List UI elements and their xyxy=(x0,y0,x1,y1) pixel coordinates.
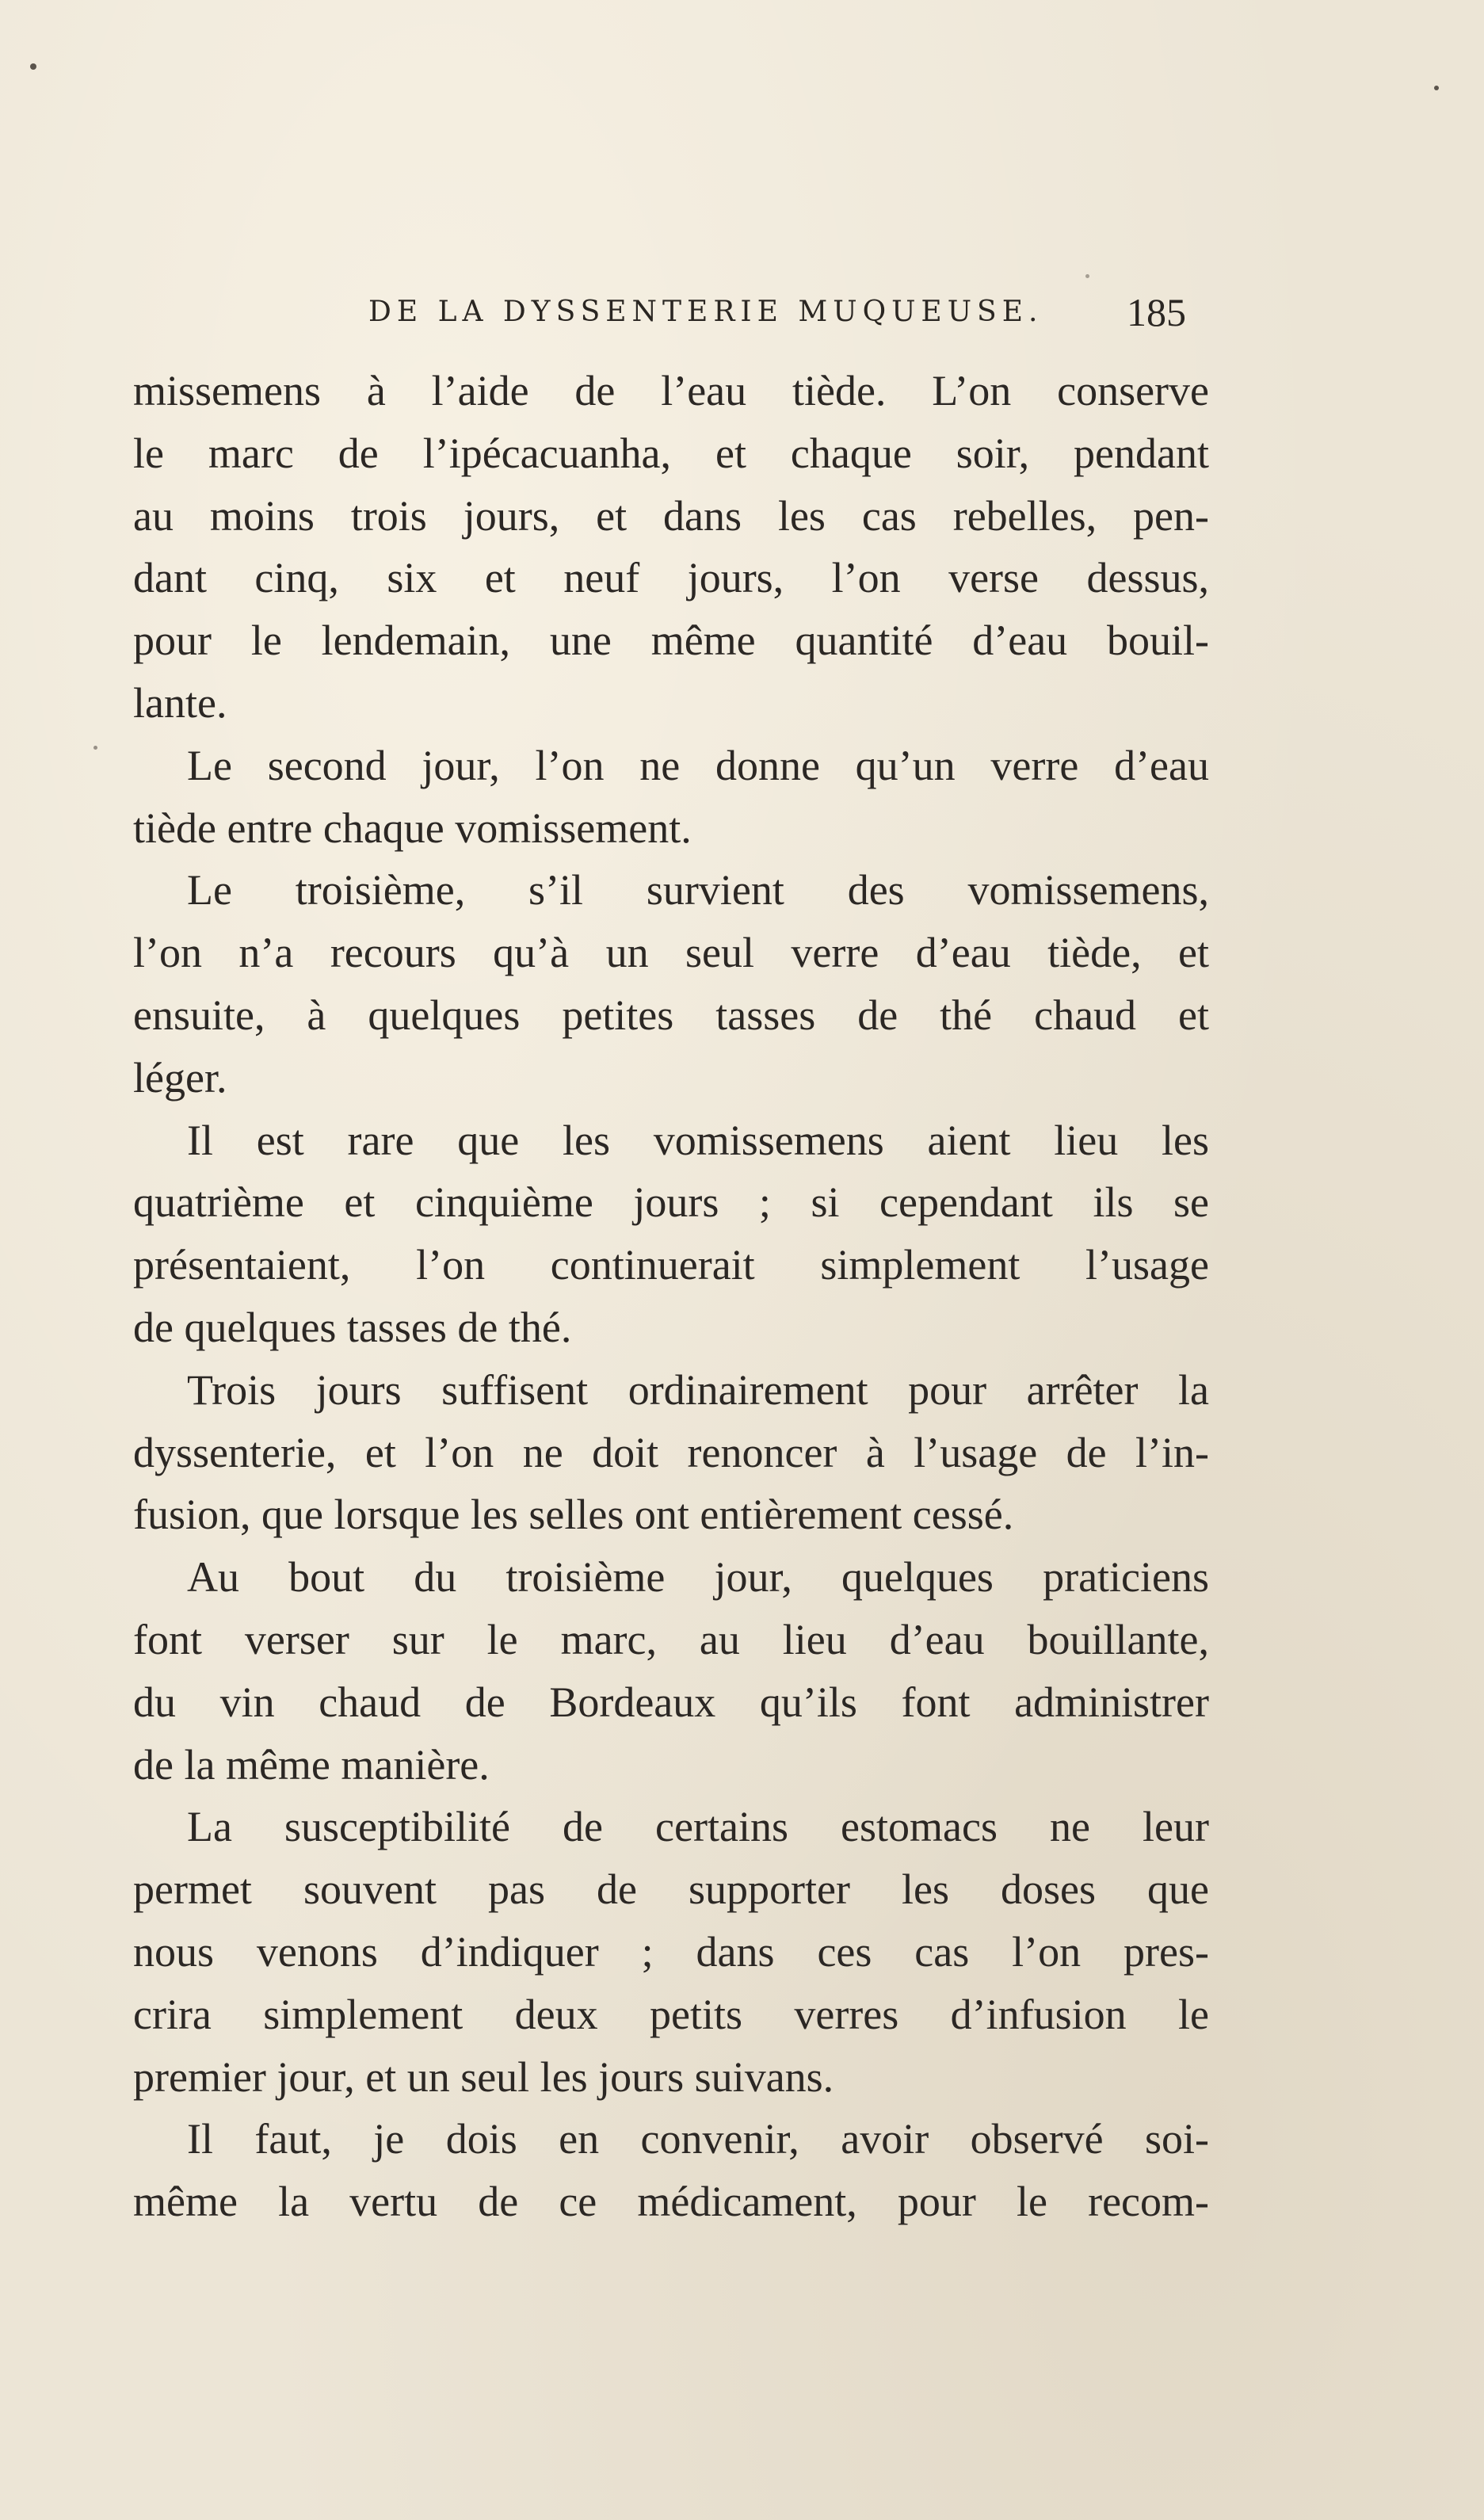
text-line: dyssenterie, et l’on ne doit renoncer à l’usage de l’in- xyxy=(133,1428,1209,1476)
text-line: premier jour, et un seul les jours suivans. xyxy=(133,2052,834,2101)
text-line: de quelques tasses de thé. xyxy=(133,1303,572,1351)
page-number: 185 xyxy=(1127,290,1186,334)
text-line: présentaient, l’on continuerait simplement l’usage xyxy=(133,1241,1209,1289)
text-line: quatrième et cinquième jours ; si cependant ils se xyxy=(133,1178,1209,1227)
ink-speck xyxy=(93,746,97,750)
text-line: La susceptibilité de certains estomacs ne leur xyxy=(187,1803,1209,1851)
text-line: tiède entre chaque vomissement. xyxy=(133,804,692,852)
text-line: lante. xyxy=(133,678,227,727)
text-line: Au bout du troisième jour, quelques praticiens xyxy=(187,1553,1209,1602)
text-line: crira simplement deux petits verres d’infusion le xyxy=(133,1990,1209,2038)
text-line: du vin chaud de Bordeaux qu’ils font administrer xyxy=(133,1678,1209,1726)
running-header xyxy=(0,289,1484,345)
text-line: Le second jour, l’on ne donne qu’un verre d’eau xyxy=(187,741,1209,789)
text-line: fusion, que lorsque les selles ont entièrement cessé. xyxy=(133,1491,1014,1539)
text-line: font verser sur le marc, au lieu d’eau bouillante, xyxy=(133,1615,1209,1663)
running-title: DE LA DYSSENTERIE MUQUEUSE. xyxy=(368,296,1043,328)
text-line: Le troisième, s’il survient des vomissemens, xyxy=(187,866,1209,914)
text-line: Trois jours suffisent ordinairement pour arrêter la xyxy=(187,1365,1209,1414)
ink-speck xyxy=(30,63,36,70)
text-line: de la même manière. xyxy=(133,1740,490,1789)
text-line: l’on n’a recours qu’à un seul verre d’eau tiède, et xyxy=(133,929,1209,977)
text-line: Il faut, je dois en convenir, avoir observé soi- xyxy=(187,2115,1209,2163)
text-line: même la vertu de ce médicament, pour le recom- xyxy=(133,2178,1209,2226)
text-line: dant cinq, six et neuf jours, l’on verse dessus, xyxy=(133,554,1209,602)
text-line: pour le lendemain, une même quantité d’eau bouil- xyxy=(133,617,1209,665)
text-line: ensuite, à quelques petites tasses de thé chaud et xyxy=(133,991,1209,1039)
text-line: missemens à l’aide de l’eau tiède. L’on conserve xyxy=(133,367,1209,414)
text-line: le marc de l’ipécacuanha, et chaque soir, pendant xyxy=(133,429,1209,477)
ink-speck xyxy=(1434,86,1439,90)
text-line: permet souvent pas de supporter les doses que xyxy=(133,1865,1209,1914)
text-line: au moins trois jours, et dans les cas rebelles, pen- xyxy=(133,491,1209,540)
text-line: nous venons d’indiquer ; dans ces cas l’on pres- xyxy=(133,1927,1209,1976)
text-line: Il est rare que les vomissemens aient lieu les xyxy=(187,1116,1209,1164)
ink-speck xyxy=(1085,274,1089,278)
body-text xyxy=(133,360,1209,2233)
text-line: léger. xyxy=(133,1053,227,1102)
